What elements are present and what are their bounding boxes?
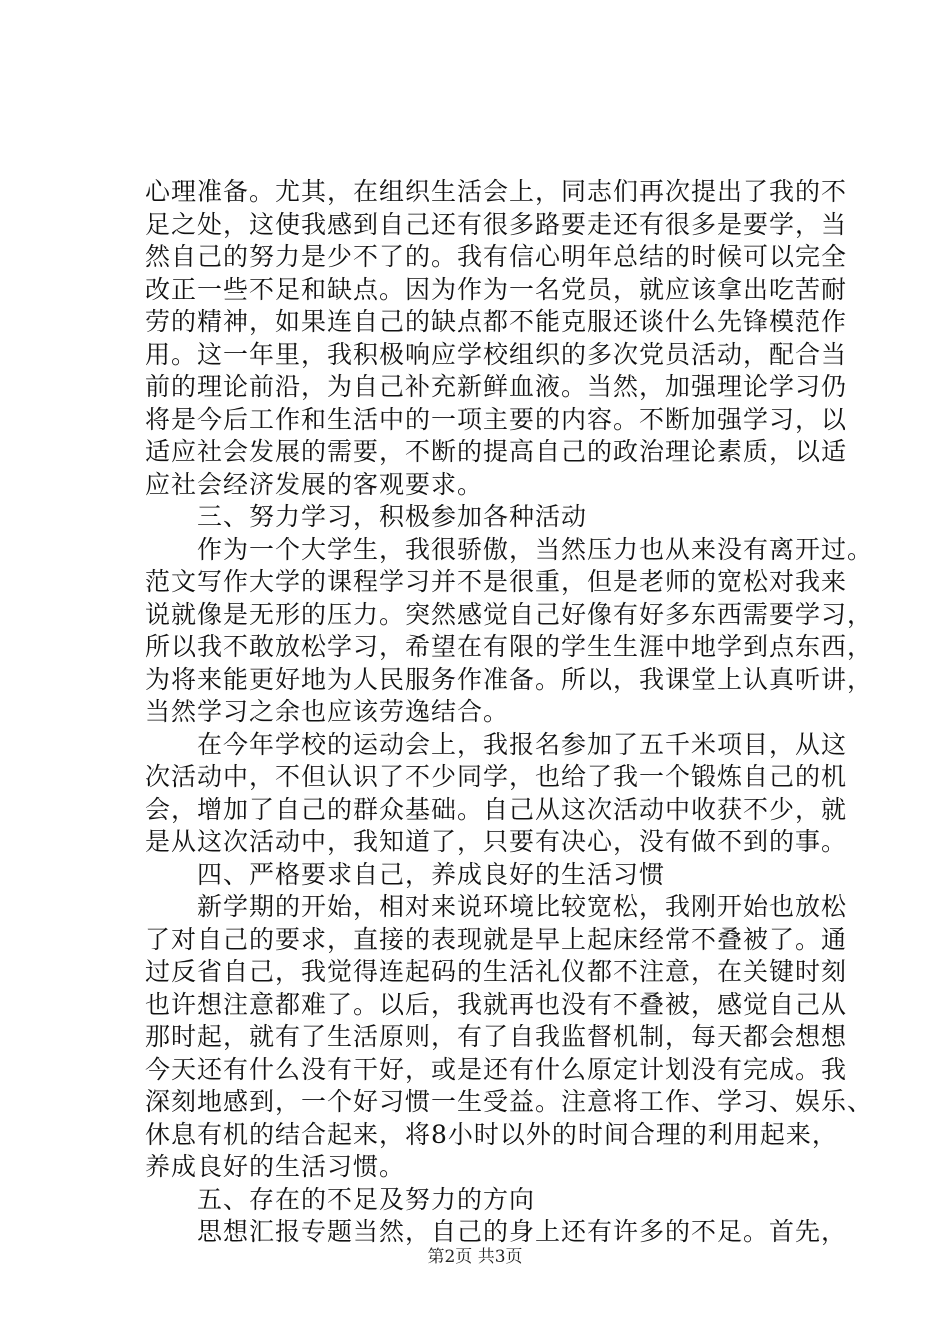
text-line: 养成良好的生活习惯。 <box>145 1152 406 1181</box>
text-line: 改正一些不足和缺点。因为作为一名党员，就应该拿出吃苦耐 <box>145 274 848 304</box>
text-line: 是从这次活动中，我知道了，只要有决心，没有做不到的事。 <box>145 827 848 856</box>
text-line: 今天还有什么没有干好，或是还有什么原定计划没有完成。我 <box>145 1054 848 1084</box>
text-line: 那时起，就有了生活原则，有了自我监督机制，每天都会想想 <box>145 1022 848 1051</box>
text-line: 过反省自己，我觉得连起码的生活礼仪都不注意，在关键时刻 <box>145 957 848 986</box>
text-line: 新学期的开始，相对来说环境比较宽松，我刚开始也放松 <box>145 892 848 921</box>
text-line: 范文写作大学的课程学习并不是很重，但是老师的宽松对我来 <box>145 567 848 596</box>
text-line: 思想汇报专题当然，自己的身上还有许多的不足。首先， <box>145 1217 848 1246</box>
text-line: 当然学习之余也应该劳逸结合。 <box>145 697 510 726</box>
text-line: 前的理论前沿，为自己补充新鲜血液。当然，加强理论学习仍 <box>145 372 848 401</box>
text-line: 也许想注意都难了。以后，我就再也没有不叠被，感觉自己从 <box>145 989 848 1019</box>
text-line: 会，增加了自己的群众基础。自己从这次活动中收获不少，就 <box>145 794 848 824</box>
text-line: 适应社会发展的需要，不断的提高自己的政治理论素质，以适 <box>145 437 848 466</box>
text-line: 次活动中，不但认识了不少同学，也给了我一个锻炼自己的机 <box>145 762 848 791</box>
text-line: 休息有机的结合起来，将8小时以外的时间合理的利用起来， <box>145 1119 838 1149</box>
text-line: 作为一个大学生，我很骄傲，当然压力也从来没有离开过。 <box>145 534 874 564</box>
text-line: 在今年学校的运动会上，我报名参加了五千米项目，从这 <box>145 729 848 759</box>
section-heading: 五、存在的不足及努力的方向 <box>145 1184 536 1214</box>
body-text <box>145 176 874 1249</box>
text-line: 足之处，这使我感到自己还有很多路要走还有很多是要学，当 <box>145 209 848 239</box>
text-line: 将是今后工作和生活中的一项主要的内容。不断加强学习，以 <box>145 404 848 434</box>
text-line: 深刻地感到，一个好习惯一生受益。注意将工作、学习、娱乐、 <box>145 1087 874 1116</box>
text-line: 用。这一年里，我积极响应学校组织的多次党员活动，配合当 <box>145 339 848 369</box>
section-heading: 三、努力学习，积极参加各种活动 <box>145 502 588 531</box>
text-line: 了对自己的要求，直接的表现就是早上起床经常不叠被了。通 <box>145 924 848 954</box>
text-line: 所以我不敢放松学习，希望在有限的学生生涯中地学到点东西， <box>145 632 874 661</box>
text-line: 劳的精神，如果连自己的缺点都不能克服还谈什么先锋模范作 <box>145 307 848 336</box>
page-footer: 第2页 共3页 <box>427 1247 523 1267</box>
section-heading: 四、严格要求自己，养成良好的生活习惯 <box>145 859 666 889</box>
text-line: 应社会经济发展的客观要求。 <box>145 469 484 499</box>
text-line: 为将来能更好地为人民服务作准备。所以，我课堂上认真听讲， <box>145 664 874 694</box>
text-line: 说就像是无形的压力。突然感觉自己好像有好多东西需要学习， <box>145 599 874 629</box>
text-line: 然自己的努力是少不了的。我有信心明年总结的时候可以完全 <box>145 242 848 271</box>
text-line: 心理准备。尤其，在组织生活会上，同志们再次提出了我的不 <box>145 177 848 206</box>
